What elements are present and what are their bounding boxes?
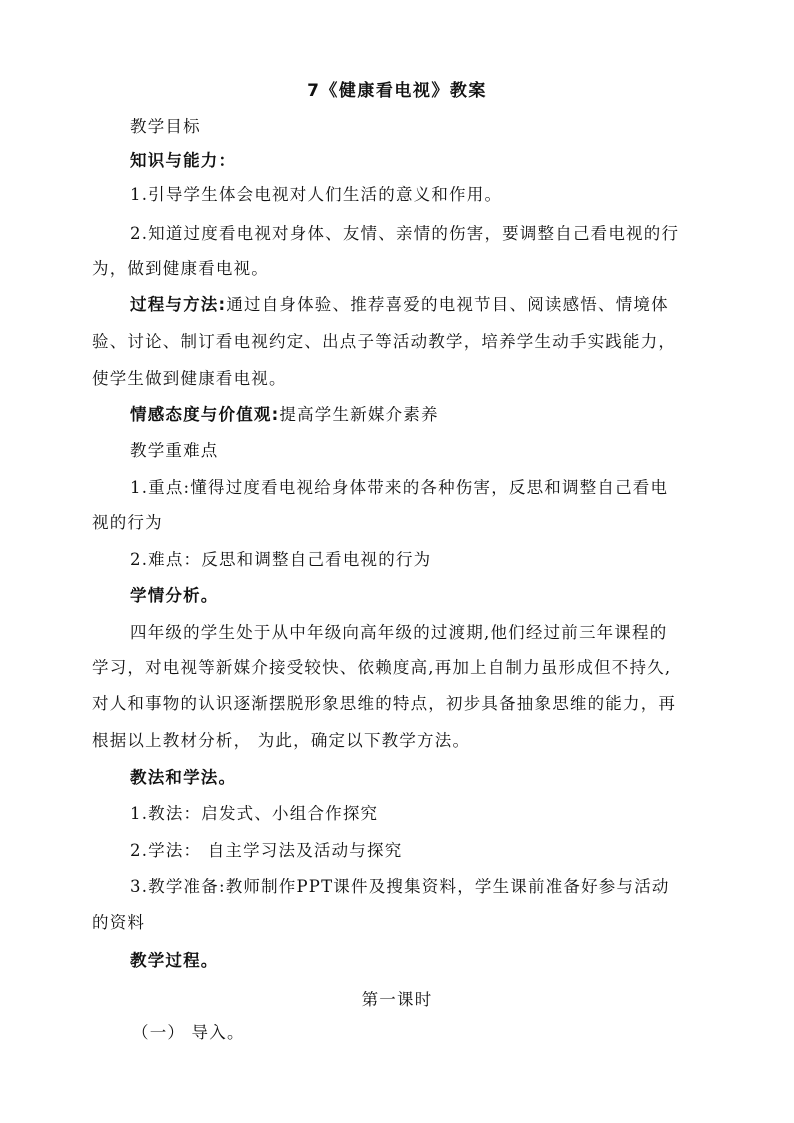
analysis-line-1: 四年级的学生处于从中年级向高年级的过渡期,他们经过前三年课程的 (130, 623, 668, 642)
teaching-process-heading: 教学过程。 (130, 951, 219, 970)
knowledge-item-2-line-2: 为，做到健康看电视。 (92, 259, 269, 278)
knowledge-item-1: 1.引导学生体会电视对人们生活的意义和作用。 (130, 185, 503, 204)
key-point-1-line-2: 视的行为 (92, 513, 163, 532)
emotion-line (130, 404, 720, 426)
lesson-heading: 第一课时 (361, 990, 433, 1009)
process-method-text: 通过自身体验、推荐喜爱的电视节目、阅读感悟、情境体 (226, 295, 669, 314)
page-title: 7《健康看电视》教案 (307, 81, 487, 101)
methods-heading: 教法和学法。 (130, 768, 237, 787)
process-method-label: 过程与方法: (130, 295, 227, 314)
analysis-line-4: 根据以上教材分析， 为此，确定以下教学方法。 (92, 731, 471, 750)
knowledge-heading: 知识与能力： (130, 151, 237, 170)
analysis-line-2: 学习，对电视等新媒介接受较快、依赖度高,再加上自制力虽形成但不持久, (92, 658, 672, 677)
method-item-1: 1.教法：启发式、小组合作探究 (130, 804, 379, 823)
method-item-3-line-2: 的资料 (92, 913, 146, 932)
process-method-line-2: 验、讨论、制订看电视约定、出点子等活动教学，培养学生动手实践能力， (92, 332, 677, 351)
method-item-2: 2.学法： 自主学习法及活动与探究 (130, 841, 403, 860)
emotion-label: 情感态度与价值观: (130, 405, 280, 424)
emotion-text: 提高学生新媒介素养 (279, 405, 439, 424)
analysis-heading: 学情分析。 (130, 586, 219, 605)
objectives-heading: 教学目标 (130, 117, 201, 136)
process-method-line-3: 使学生做到健康看电视。 (92, 369, 287, 388)
key-points-heading: 教学重难点 (130, 441, 219, 460)
knowledge-item-2-line-1: 2.知道过度看电视对身体、友情、亲情的伤害，要调整自己看电视的行 (130, 224, 680, 243)
step-1: （一） 导入。 (132, 1023, 245, 1042)
process-method-line-1 (130, 294, 720, 316)
method-item-3-line-1: 3.教学准备:教师制作PPT课件及搜集资料，学生课前准备好参与活动 (130, 877, 670, 896)
key-point-1-line-1: 1.重点:懂得过度看电视给身体带来的各种伤害，反思和调整自己看电 (130, 478, 669, 497)
analysis-line-3: 对人和事物的认识逐渐摆脱形象思维的特点，初步具备抽象思维的能力，再 (92, 694, 677, 713)
key-point-2: 2.难点：反思和调整自己看电视的行为 (130, 550, 432, 569)
